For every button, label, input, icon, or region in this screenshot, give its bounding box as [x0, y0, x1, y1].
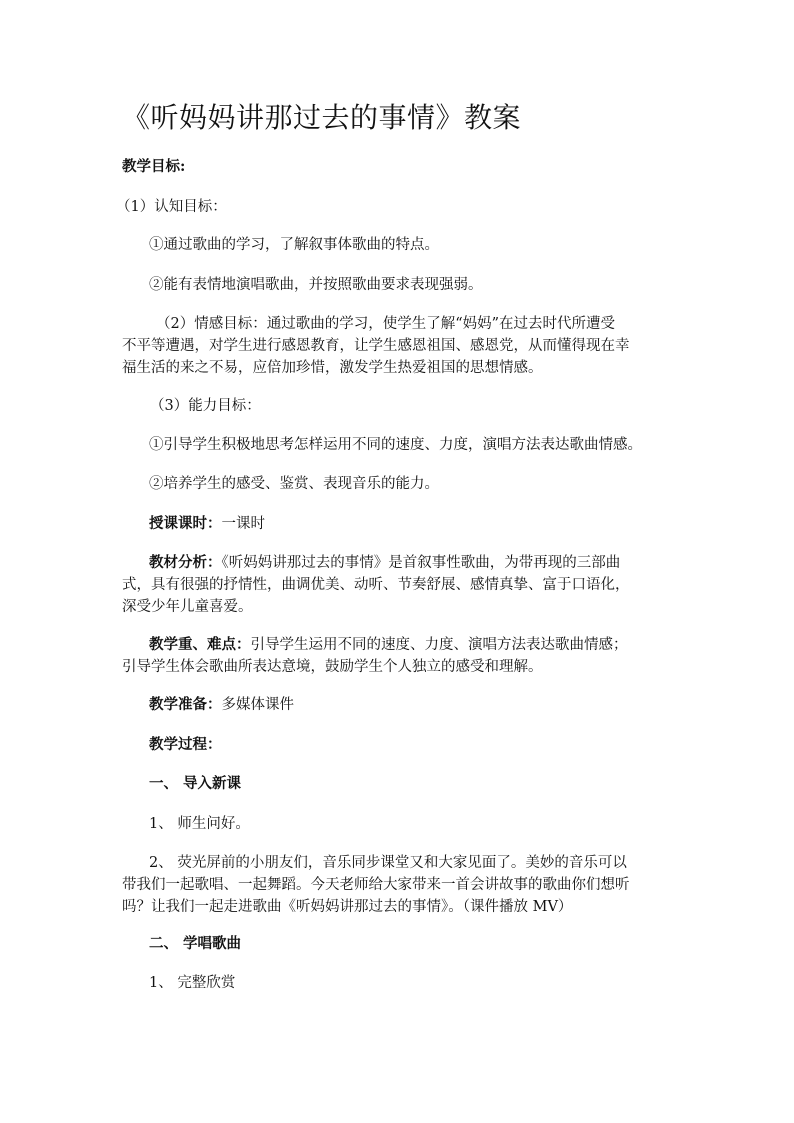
document-title: 《听妈妈讲那过去的事情》教案 — [122, 101, 522, 134]
class-time-value: 一课时 — [221, 516, 265, 532]
preparation-label: 教学准备： — [149, 696, 222, 713]
key-points-paragraph — [122, 634, 628, 678]
section-1-item-2-line: 带我们一起歌唱、一起舞蹈。今天老师给大家带来一首会讲故事的歌曲你们想听 — [122, 877, 630, 893]
key-points-label: 教学重、难点： — [149, 636, 251, 653]
section-1-item-2-line: 吗？让我们一起走进歌曲《听妈妈讲那过去的事情》。（课件播放 MV） — [122, 899, 573, 915]
key-points-line: 引导学生运用不同的速度、力度、演唱方法表达歌曲情感； — [250, 637, 628, 653]
material-line: 式，具有很强的抒情性，曲调优美、动听、节奏舒展、感情真挚、富于口语化， — [122, 577, 630, 593]
section-1-item-2-line: 2、 荧光屏前的小朋友们，音乐同步课堂又和大家见面了。美妙的音乐可以 — [149, 855, 627, 871]
emotional-line: （2）情感目标：通过歌曲的学习，使学生了解“妈妈”在过去时代所遭受 — [156, 316, 616, 332]
cognitive-item-1: ①通过歌曲的学习，了解叙事体歌曲的特点。 — [149, 237, 439, 253]
ability-heading: （3）能力目标： — [150, 398, 261, 414]
material-line: 《听妈妈讲那过去的事情》是首叙事性歌曲，为带再现的三部曲 — [221, 555, 621, 571]
section-1-heading: 一、 导入新课 — [149, 775, 242, 792]
emotional-line: 福生活的来之不易，应倍加珍惜，激发学生热爱祖国的思想情感。 — [122, 360, 543, 376]
objectives-heading: 教学目标: — [122, 158, 186, 175]
section-2-heading: 二、 学唱歌曲 — [149, 935, 242, 952]
class-time — [149, 513, 265, 535]
ability-item-1: ①引导学生积极地思考怎样运用不同的速度、力度，演唱方法表达歌曲情感。 — [149, 437, 642, 453]
material-label: 教材分析： — [149, 554, 222, 571]
emotional-paragraph — [122, 313, 630, 379]
emotional-line: 不平等遭遇，对学生进行感恩教育，让学生感恩祖国、感恩党，从而懂得现在幸 — [122, 338, 630, 354]
class-time-label: 授课课时： — [149, 515, 222, 532]
material-paragraph — [122, 552, 630, 618]
section-1-item-1: 1、 师生问好。 — [149, 816, 250, 832]
cognitive-heading: （1）认知目标： — [116, 199, 227, 215]
material-first-line — [122, 552, 630, 574]
key-points-line: 引导学生体会歌曲所表达意境，鼓励学生个人独立的感受和理解。 — [122, 659, 543, 675]
key-points-first-line — [122, 634, 628, 656]
cognitive-item-2: ②能有表情地演唱歌曲，并按照歌曲要求表现强弱。 — [149, 277, 483, 293]
section-1-item-2-paragraph — [122, 852, 630, 918]
ability-item-2: ②培养学生的感受、鉴赏、表现音乐的能力。 — [149, 476, 439, 492]
preparation-value: 多媒体课件 — [221, 697, 294, 713]
material-line: 深受少年儿童喜爱。 — [122, 599, 253, 615]
preparation — [149, 694, 294, 716]
process-heading: 教学过程： — [149, 736, 222, 753]
section-2-item-1: 1、 完整欣赏 — [149, 975, 236, 991]
